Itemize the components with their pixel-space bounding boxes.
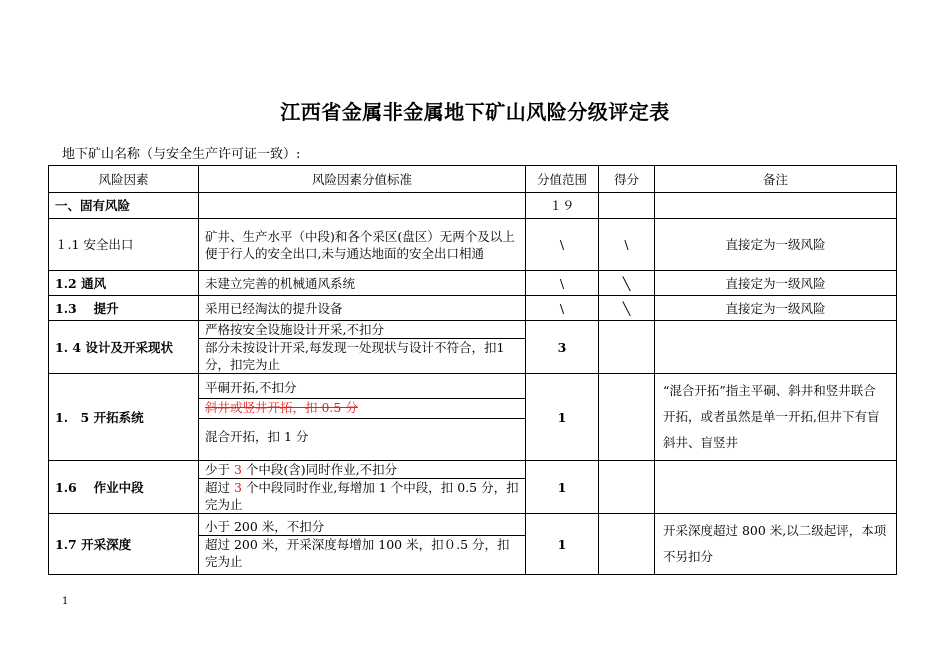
page-title: 江西省金属非金属地下矿山风险分级评定表 bbox=[280, 100, 670, 124]
remark-cell: 直接定为一级风险 bbox=[655, 296, 897, 321]
score-cell bbox=[599, 193, 655, 219]
header-standard: 风险因素分值标准 bbox=[199, 166, 526, 193]
remark-cell: “混合开拓”指主平硐、斜井和竖井联合开拓，或者虽然是单一开拓,但井下有盲斜井、盲竖井 bbox=[655, 374, 897, 461]
header-score: 得分 bbox=[599, 166, 655, 193]
standard-cell bbox=[199, 193, 526, 219]
score-cell bbox=[599, 461, 655, 514]
score-cell: ╲ bbox=[599, 271, 655, 296]
standard-cell bbox=[199, 461, 526, 514]
table-row bbox=[49, 374, 897, 461]
range-cell: １９ bbox=[526, 193, 599, 219]
table-row bbox=[49, 219, 897, 271]
page-number: 1 bbox=[62, 596, 69, 607]
table-row bbox=[49, 193, 897, 219]
table-row bbox=[49, 271, 897, 296]
header-range: 分值范围 bbox=[526, 166, 599, 193]
range-cell: 1 bbox=[526, 374, 599, 461]
remark-cell bbox=[655, 321, 897, 374]
remark-cell: 开采深度超过 800 米,以二级起评，本项不另扣分 bbox=[655, 514, 897, 575]
table-header-row bbox=[49, 166, 897, 193]
header-factor: 风险因素 bbox=[49, 166, 199, 193]
remark-cell: 直接定为一级风险 bbox=[655, 271, 897, 296]
risk-table bbox=[48, 165, 897, 575]
standard-line: 小于 200 米，不扣分 bbox=[199, 518, 525, 536]
header-remark: 备注 bbox=[655, 166, 897, 193]
standard-cell: 矿井、生产水平（中段)和各个采区(盘区）无两个及以上便于行人的安全出口,未与通达地面的安全出口相通 bbox=[199, 219, 526, 271]
highlight-number: 3 bbox=[233, 480, 242, 495]
standard-line-struck: 斜井或竖井开拓，扣 0.5 分 bbox=[199, 399, 525, 419]
factor-cell: 1.3 提升 bbox=[49, 296, 199, 321]
range-cell: 1 bbox=[526, 461, 599, 514]
standard-line bbox=[199, 461, 525, 479]
remark-cell bbox=[655, 461, 897, 514]
remark-cell bbox=[655, 193, 897, 219]
score-cell: ╲ bbox=[599, 296, 655, 321]
standard-text: 个中段(含)同时作业,不扣分 bbox=[241, 462, 398, 477]
standard-cell bbox=[199, 321, 526, 374]
standard-cell: 采用已经淘汰的提升设备 bbox=[199, 296, 526, 321]
standard-line bbox=[199, 479, 525, 513]
factor-cell: １.1 安全出口 bbox=[49, 219, 199, 271]
standard-line: 超过 200 米，开采深度每增加 100 米，扣０.5 分，扣完为止 bbox=[205, 537, 510, 569]
table-row bbox=[49, 321, 897, 374]
standard-line: 严格按安全设施设计开采,不扣分 bbox=[199, 321, 525, 339]
factor-cell: 1.7 开采深度 bbox=[49, 514, 199, 575]
table-row bbox=[49, 461, 897, 514]
remark-cell: 直接定为一级风险 bbox=[655, 219, 897, 271]
factor-cell: 1. 4 设计及开采现状 bbox=[49, 321, 199, 374]
standard-cell bbox=[199, 514, 526, 575]
table-row bbox=[49, 296, 897, 321]
standard-text: 个中段同时作业,每增加 1 个中段，扣 0.5 分，扣完为止 bbox=[205, 480, 519, 512]
range-cell: \ bbox=[526, 219, 599, 271]
standard-cell: 未建立完善的机械通风系统 bbox=[199, 271, 526, 296]
factor-cell: 一、固有风险 bbox=[49, 193, 199, 219]
factor-cell: 1.2 通风 bbox=[49, 271, 199, 296]
score-cell: \ bbox=[599, 219, 655, 271]
standard-line: 混合开拓，扣 1 分 bbox=[205, 429, 309, 444]
factor-cell: 1. 5 开拓系统 bbox=[49, 374, 199, 461]
factor-cell: 1.6 作业中段 bbox=[49, 461, 199, 514]
highlight-number: 3 bbox=[233, 462, 242, 477]
score-cell bbox=[599, 514, 655, 575]
range-cell: \ bbox=[526, 296, 599, 321]
standard-text: 少于 bbox=[205, 462, 234, 477]
score-cell bbox=[599, 374, 655, 461]
mine-name-label: 地下矿山名称（与安全生产许可证一致）: bbox=[62, 147, 301, 162]
standard-text: 超过 bbox=[205, 480, 234, 495]
range-cell: \ bbox=[526, 271, 599, 296]
table-row bbox=[49, 514, 897, 575]
standard-cell bbox=[199, 374, 526, 461]
standard-line: 部分未按设计开采,每发现一处现状与设计不符合，扣1分，扣完为止 bbox=[205, 340, 505, 372]
range-cell: 1 bbox=[526, 514, 599, 575]
range-cell: 3 bbox=[526, 321, 599, 374]
standard-line: 平硐开拓,不扣分 bbox=[199, 379, 525, 399]
score-cell bbox=[599, 321, 655, 374]
